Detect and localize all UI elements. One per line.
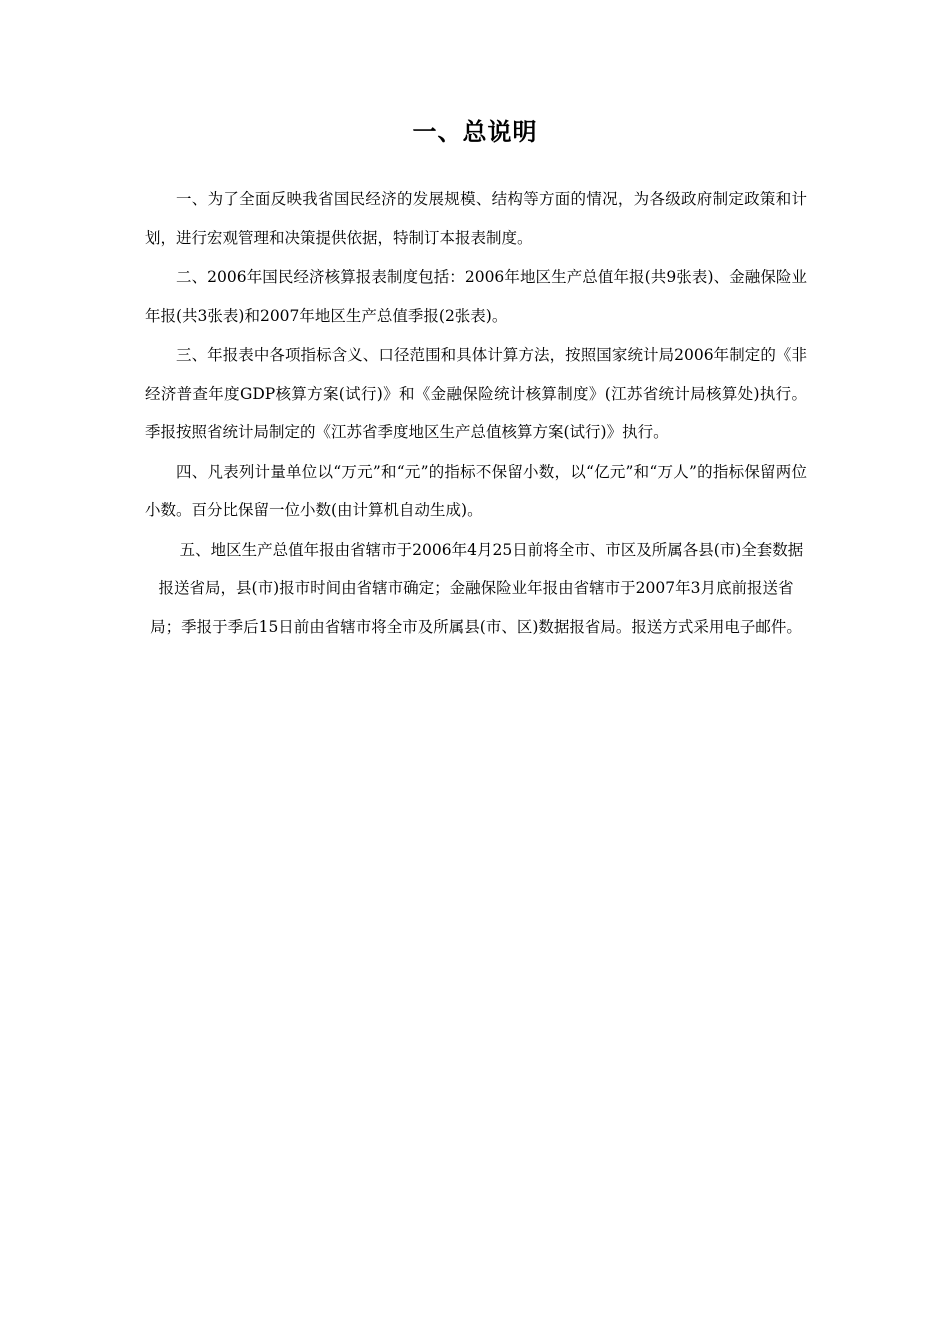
page-title: 一、总说明 [412, 118, 538, 146]
paragraph-3: 三、年报表中各项指标含义、口径范围和具体计算方法，按照国家统计局2006年制定的《非经济普查年度GDP核算方案(试行)》和《金融保险统计核算制度》(江苏省统计局核算处)执行。季报按照省统计局制定的《江苏省季度地区生产总值核算方案(试行)》执行。 [145, 346, 807, 441]
paragraph-1: 一、为了全面反映我省国民经济的发展规模、结构等方面的情况，为各级政府制定政策和计划，进行宏观管理和决策提供依据，特制订本报表制度。 [145, 190, 807, 247]
paragraph-2: 二、2006年国民经济核算报表制度包括：2006年地区生产总值年报(共9张表)、金融保险业年报(共3张表)和2007年地区生产总值季报(2张表)。 [145, 268, 807, 325]
paragraph-4: 四、凡表列计量单位以“万元”和“元”的指标不保留小数，以“亿元”和“万人”的指标保留两位小数。百分比保留一位小数(由计算机自动生成)。 [145, 462, 807, 519]
paragraph-5: 五、地区生产总值年报由省辖市于2006年4月25日前将全市、市区及所属各县(市)全套数据报送省局，县(市)报市时间由省辖市确定；金融保险业年报由省辖市于2007年3月底前报送省局；季报于季后15日前由省辖市将全市及所属县(市、区)数据报省局。报送方式采用电子邮件。 [150, 540, 804, 636]
document-body [145, 180, 807, 647]
